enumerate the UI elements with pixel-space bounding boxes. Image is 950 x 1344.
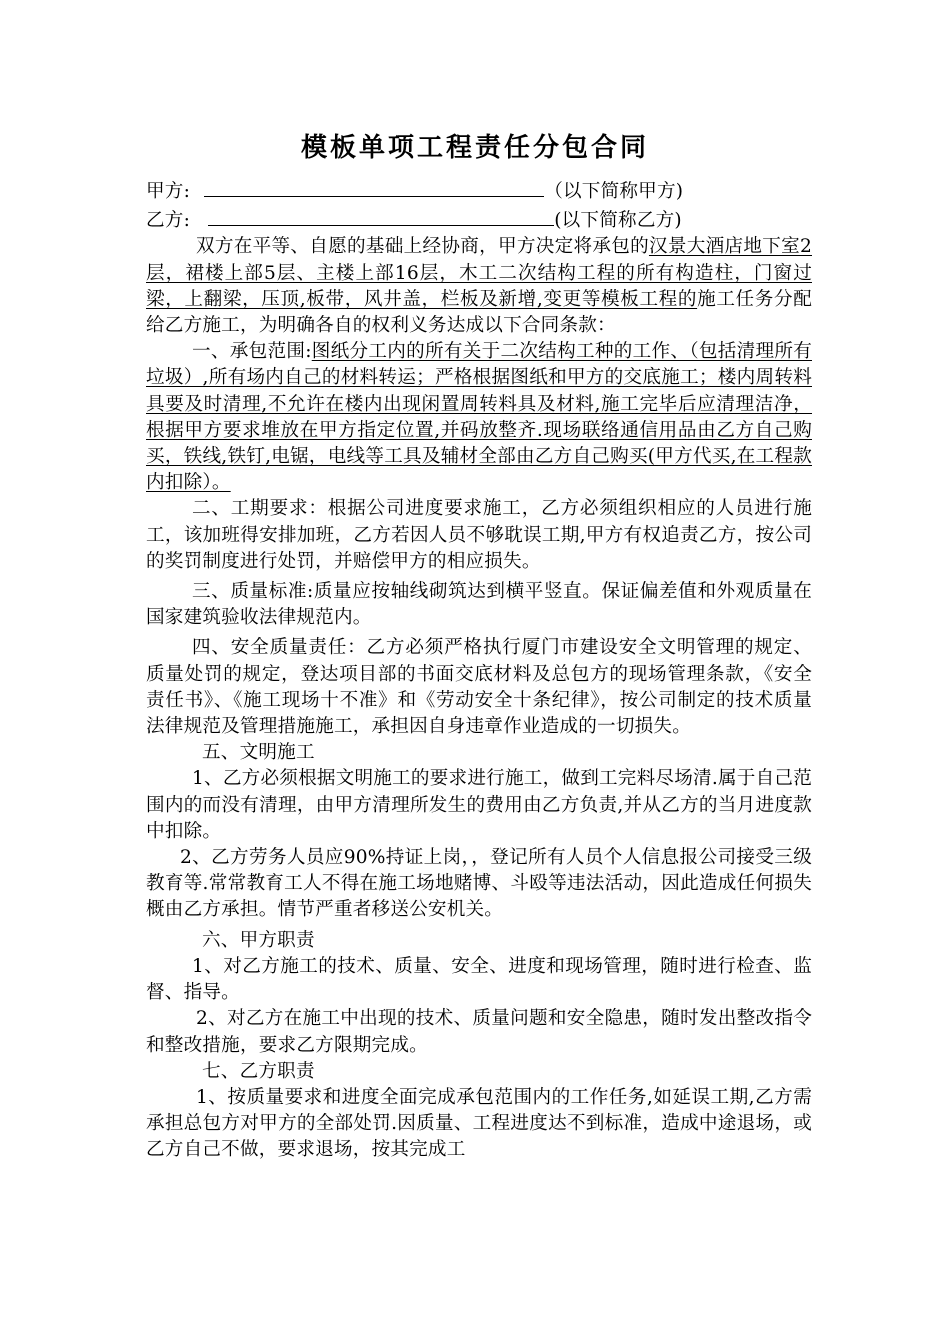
document-body xyxy=(146,176,812,1164)
section-3: 三、质量标准:质量应按轴线砌筑达到横平竖直。保证偏差值和外观质量在国家建筑验收法律规范内。 xyxy=(146,581,812,629)
section-5-item-2: 2、乙方劳务人员应90%持证上岗，，登记所有人员个人信息报公司接受三级教育等.常常教育工人不得在施工场地赌博、斗殴等违法活动，因此造成任何损失概由乙方承担。情节严重者移送公安机关。 xyxy=(146,847,812,921)
party-a-line xyxy=(146,176,812,205)
intro-text-pre: 双方在平等、自愿的基础上经协商，甲方决定将承包的 xyxy=(196,236,649,258)
party-b-suffix: (以下简称乙方) xyxy=(554,210,682,232)
party-b-line xyxy=(146,205,812,234)
intro-text-post: 施工任务分配给乙方施工，为明确各自的权利义务达成以下合同条款： xyxy=(146,288,812,337)
party-a-suffix: （以下简称甲方) xyxy=(544,181,684,202)
party-b-blank xyxy=(208,205,554,226)
party-a-blank xyxy=(204,176,544,197)
section-5-heading: 五、文明施工 xyxy=(202,742,315,764)
intro-project-scope: 汉景大酒店地下室2层，裙楼上部5层、主楼上部16层，木工二次结构工程的所有构造柱，门窗过梁，上翻梁，压顶,板带，风井盖，栏板及新增,变更等模板工程的 xyxy=(146,236,812,310)
section-4: 四、安全质量责任：乙方必须严格执行厦门市建设安全文明管理的规定、质量处罚的规定，登达项目部的书面交底材料及总包方的现场管理条款，《安全责任书》、《施工现场十不准》和《劳动安全十条纪律》，按公司制定的技术质量法律规范及管理措施施工，承担因自身违章作业造成的一切损失。 xyxy=(146,637,812,738)
party-b-label: 乙方: xyxy=(146,210,191,232)
section-6-heading: 六、甲方职责 xyxy=(202,929,315,951)
section-5-item-1: 1、乙方必须根据文明施工的要求进行施工，做到工完料尽场清.属于自己范围内的而没有清理，由甲方清理所发生的费用由乙方负责,并从乙方的当月进度款中扣除。 xyxy=(146,768,812,842)
section-7-heading: 七、乙方职责 xyxy=(202,1060,315,1082)
section-1-heading: 一、承包范围: xyxy=(192,341,312,363)
document-title: 模板单项工程责任分包合同 xyxy=(300,133,649,163)
section-6-item-1: 1、对乙方施工的技术、质量、安全、进度和现场管理，随时进行检查、监督、指导。 xyxy=(146,955,812,1004)
section-2: 二、工期要求：根据公司进度要求施工，乙方必须组织相应的人员进行施工，该加班得安排加班，乙方若因人员不够耽误工期,甲方有权追责乙方，按公司的奖罚制度进行处罚，并赔偿甲方的相应损失。 xyxy=(146,498,812,572)
section-6-item-2: 2、对乙方在施工中出现的技术、质量问题和安全隐患，随时发出整改指令和整改措施，要求乙方限期完成。 xyxy=(146,1008,812,1056)
intro-paragraph xyxy=(146,234,812,339)
party-a-label: 甲方: xyxy=(146,181,191,202)
section-7-item-1: 1、按质量要求和进度全面完成承包范围内的工作任务,如延误工期,乙方需承担总包方对甲方的全部处罚.因质量、工程进度达不到标准，造成中途退场，或乙方自己不做，要求退场，按其完成工 xyxy=(146,1086,812,1161)
section-1 xyxy=(146,339,812,496)
section-1-text: 图纸分工内的所有关于二次结构工种的工作、（包括清理所有垃圾）,所有场内自己的材料转运；严格根据图纸和甲方的交底施工；楼内周转料具要及时清理,不允许在楼内出现闲置周转料具及材料,施工完毕后应清理洁净，根据甲方要求堆放在甲方指定位置,并码放整齐.现场联络通信用品由乙方自己购买，铁线,铁钉,电锯，电线等工具及辅材全部由乙方自己购买(甲方代买,在工程款内扣除）。 xyxy=(146,341,812,494)
